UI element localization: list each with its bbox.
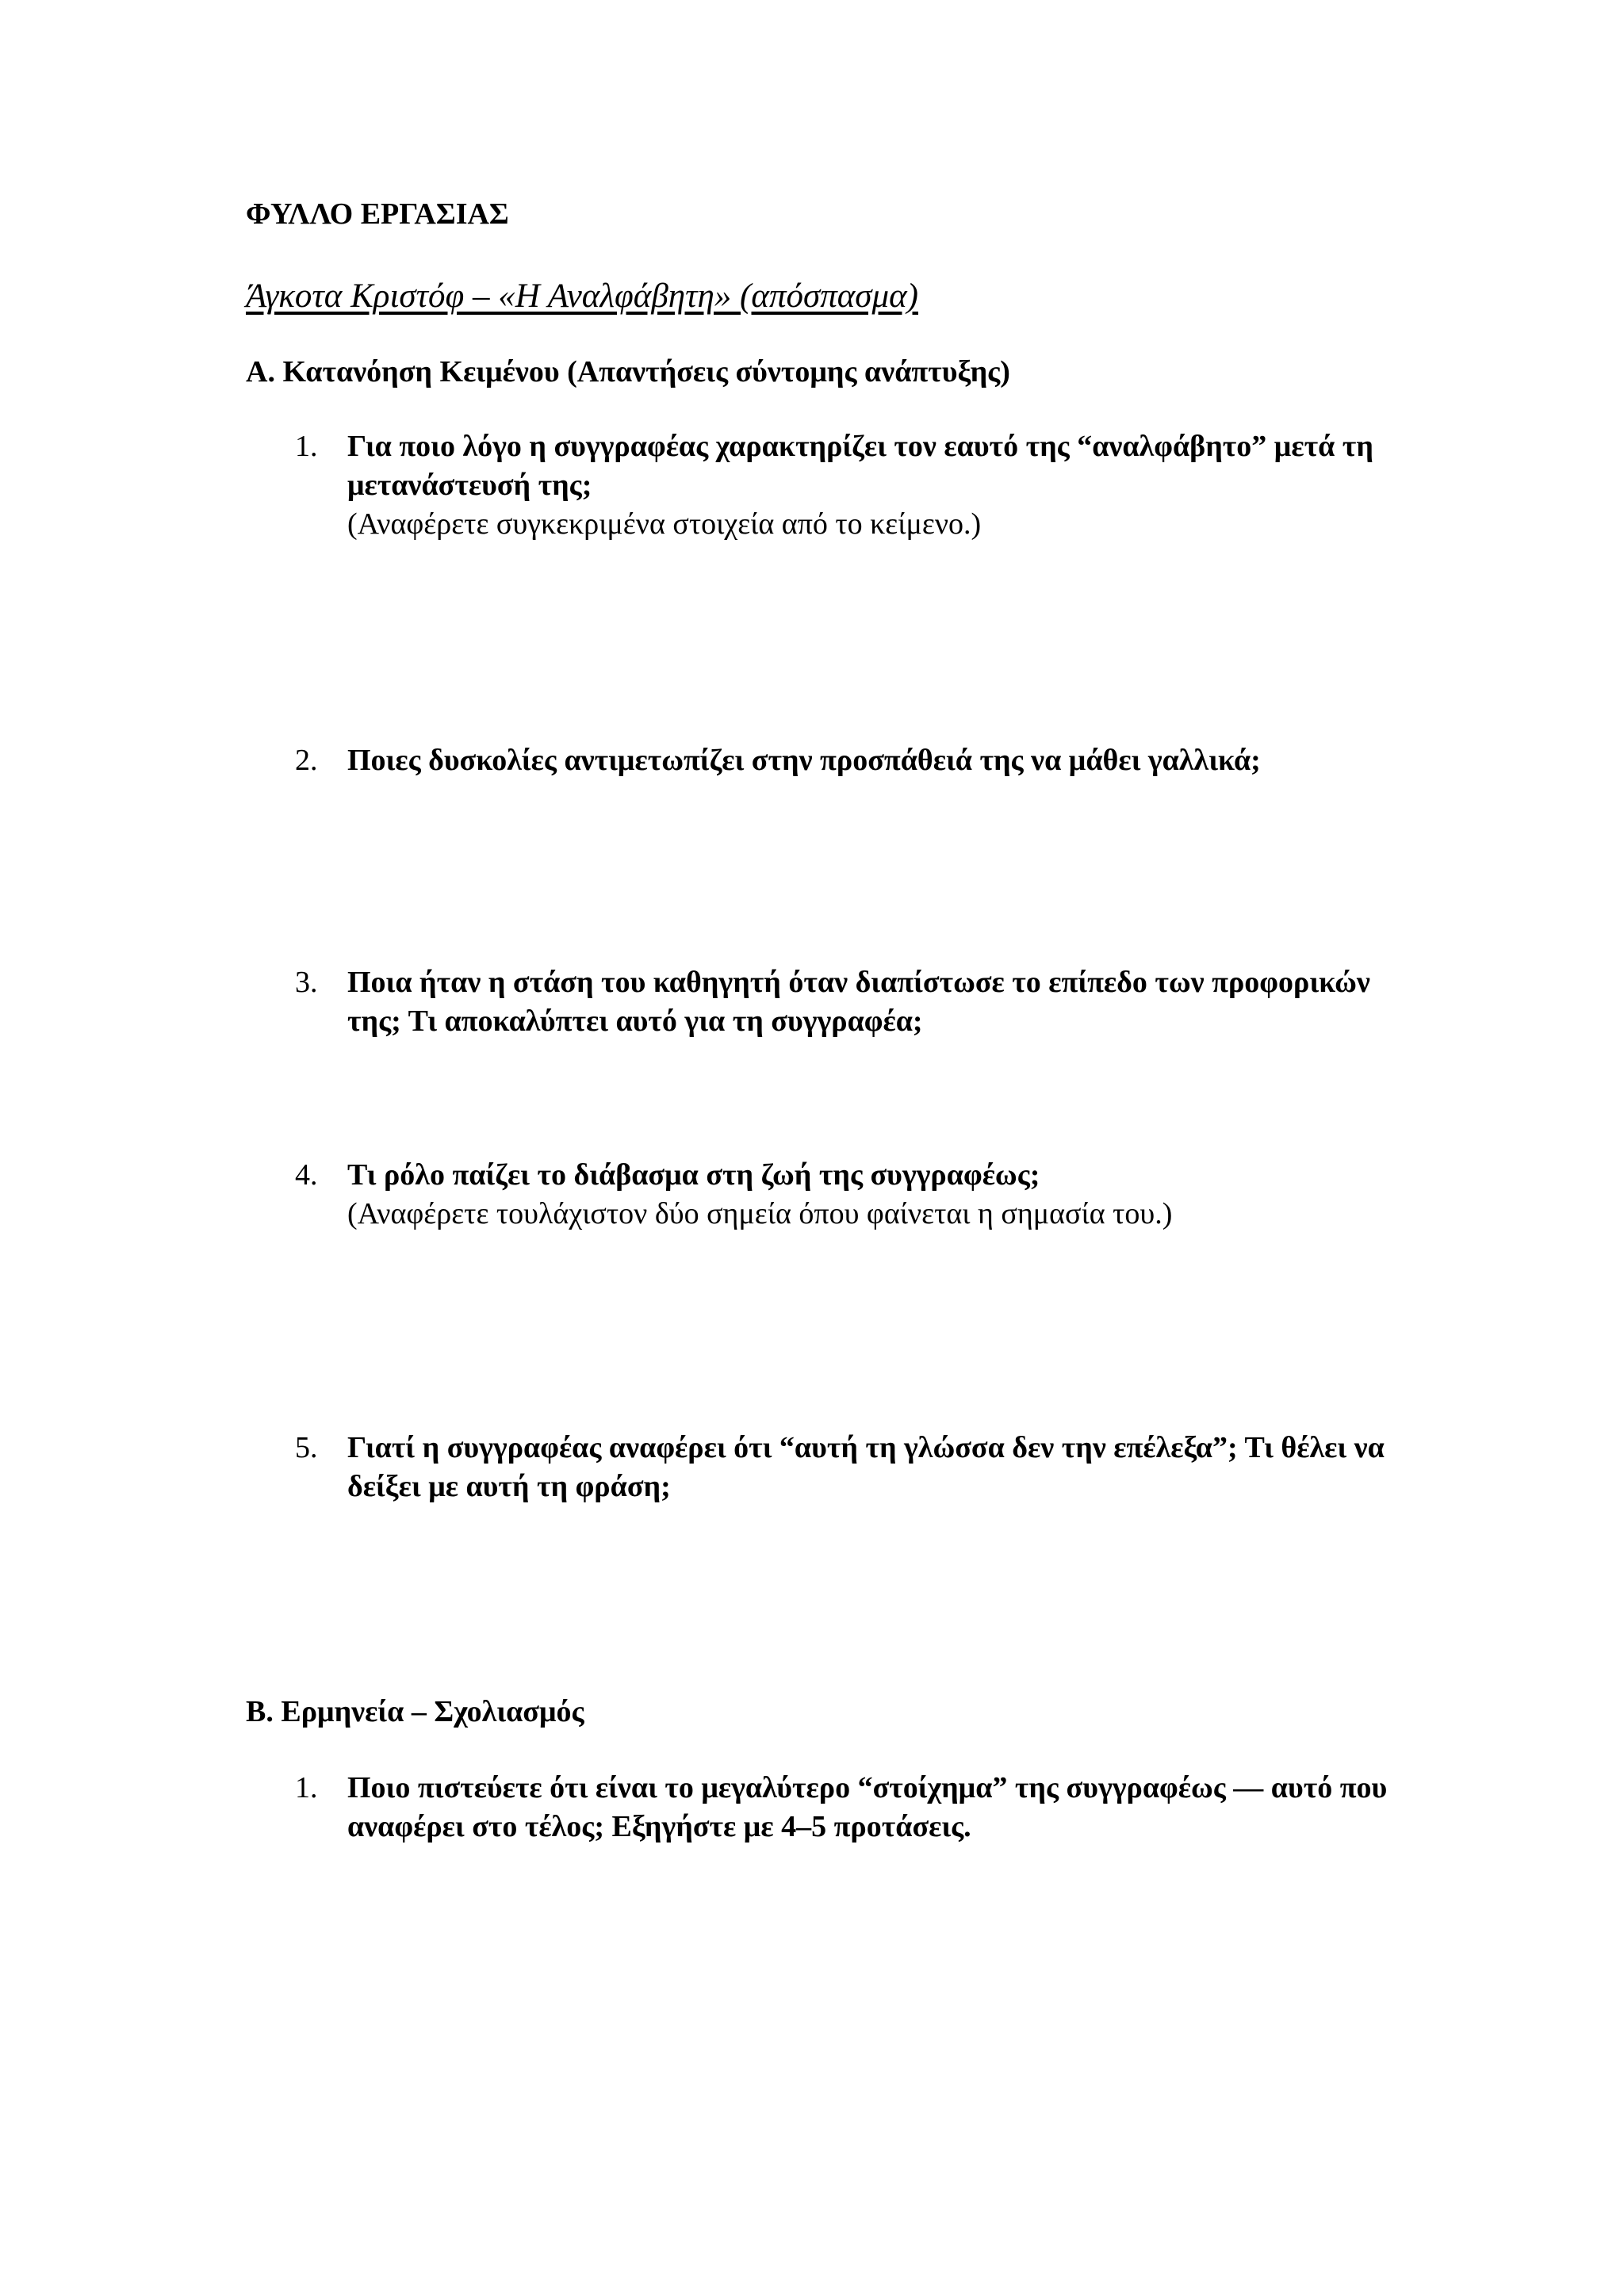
question-body — [347, 741, 1394, 780]
document-subtitle: Άγκοτα Κριστόφ – «Η Αναλφάβητη» (απόσπασμα) — [246, 277, 918, 315]
question-text: Ποιο πιστεύετε ότι είναι το μεγαλύτερο “στοίχημα” της συγγραφέως — αυτό που αναφέρει στο τέλος; Εξηγήστε με 4–5 προτάσεις. — [347, 1771, 1388, 1843]
section-b-heading: Β. Ερμηνεία – Σχολιασμός — [246, 1695, 584, 1728]
question-text: Ποια ήταν η στάση του καθηγητή όταν διαπίστωσε το επίπεδο των προφορικών της; Τι αποκαλύπτει αυτό για τη συγγραφέα; — [347, 966, 1370, 1038]
question-number: 1. — [295, 1771, 318, 1804]
question-note: (Αναφέρετε τουλάχιστον δύο σημεία όπου φαίνεται η σημασία του.) — [347, 1197, 1173, 1230]
question-number: 1. — [295, 430, 318, 463]
question-text: Γιατί η συγγραφέας αναφέρει ότι “αυτή τη γλώσσα δεν την επέλεξα”; Τι θέλει να δείξει με αυτή τη φράση; — [347, 1431, 1385, 1503]
question-number: 5. — [295, 1431, 318, 1464]
question-number: 2. — [295, 744, 318, 777]
question-body — [347, 1429, 1394, 1506]
question-body — [347, 1769, 1394, 1846]
question-text: Ποιες δυσκολίες αντιμετωπίζει στην προσπάθειά της να μάθει γαλλικά; — [347, 744, 1261, 777]
question-body — [347, 963, 1394, 1041]
question-body — [347, 1156, 1394, 1234]
question-number: 4. — [295, 1158, 318, 1192]
question-text: Για ποιο λόγο η συγγραφέας χαρακτηρίζει τον εαυτό της “αναλφάβητο” μετά τη μετανάστευσή της; — [347, 430, 1373, 502]
question-body — [347, 427, 1394, 544]
section-a-heading: Α. Κατανόηση Κειμένου (Απαντήσεις σύντομης ανάπτυξης) — [246, 355, 1010, 388]
question-text: Τι ρόλο παίζει το διάβασμα στη ζωή της συγγραφέως; — [347, 1158, 1040, 1192]
question-note: (Αναφέρετε συγκεκριμένα στοιχεία από το κείμενο.) — [347, 507, 982, 541]
document-title: ΦΥΛΛΟ ΕΡΓΑΣΙΑΣ — [246, 197, 509, 231]
question-number: 3. — [295, 966, 318, 999]
